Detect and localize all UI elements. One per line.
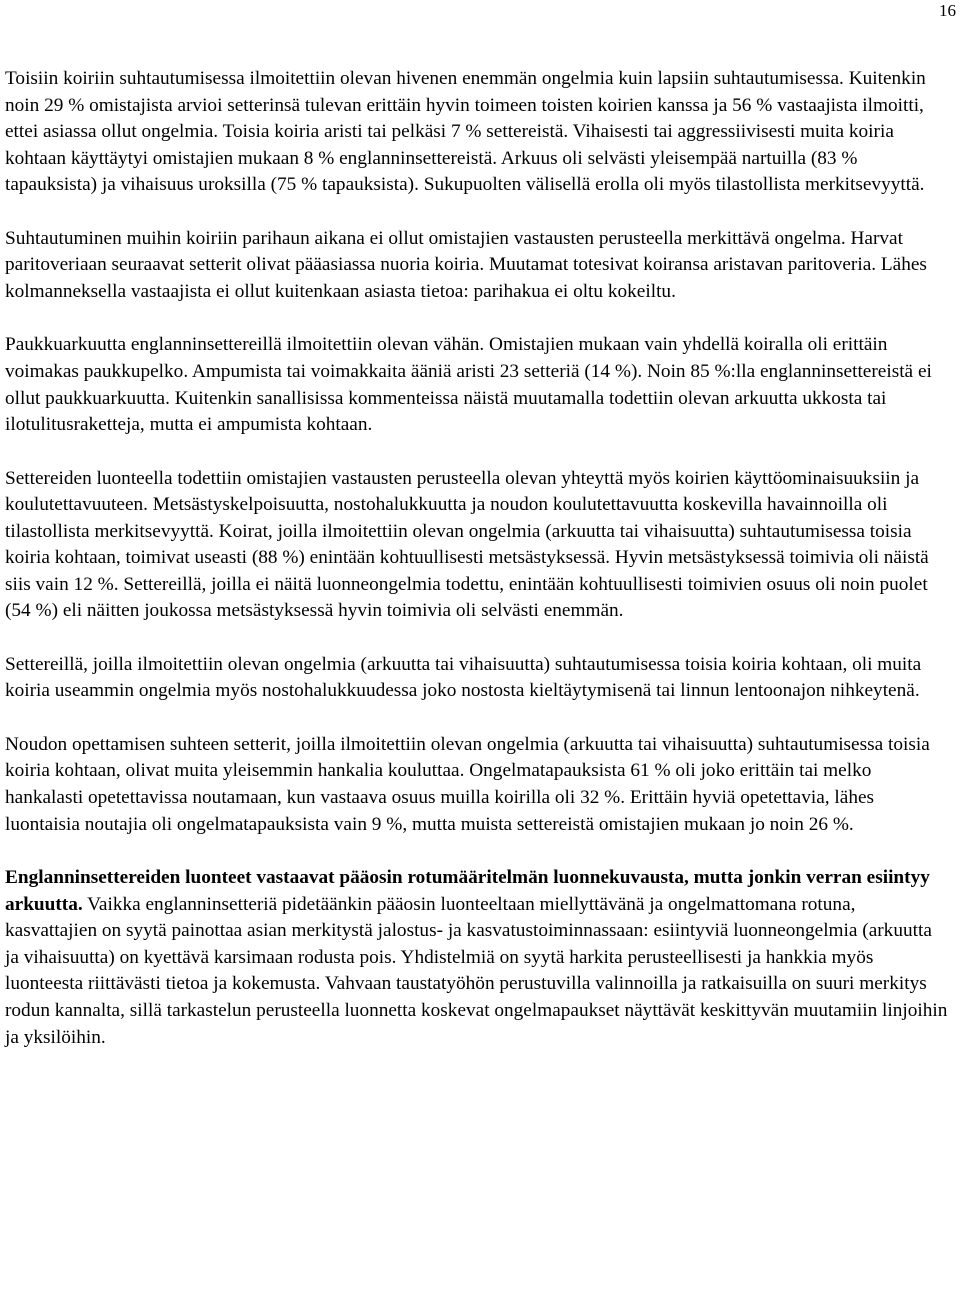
page-number: 16 bbox=[939, 1, 956, 20]
paragraph-flushing: Settereillä, joilla ilmoitettiin olevan ongelmia (arkuutta tai vihaisuutta) suhtautumisessa toisia koiria kohtaan, oli muita koiria useammin ongelmia myös nostohalukkuudessa joko nostosta kieltäytymisenä tai linnun lentoonajon nihkeytenä. bbox=[5, 653, 922, 702]
conclusion-lead: Englanninsettereiden luonteet vastaavat pääosin rotumääritelmän luonnekuvausta, mutta jonkin verran esiintyy arkuutta. bbox=[5, 867, 930, 915]
paragraph-hunting-ability: Settereiden luonteella todettiin omistajien vastausten perusteella olevan yhteyttä myös koirien käyttöominaisuuksiin ja koulutettavuuteen. Metsästyskelpoisuutta, nostohalukkuutta ja noudon koulutettavuutta koskevilla havainnoilla oli tilastollista merkitsevyyttä. Koirat, joilla ilmoitettiin olevan ongelmia (arkuutta tai vihaisuutta) suhtautumisessa toisia koiria kohtaan, toimivat useasti (88 %) enintään kohtuullisesti metsästyksessä. Hyvin metsästyksessä toimivia oli näistä siis vain 12 %. Settereillä, joilla ei näitä luonneongelmia todettu, enintään kohtuullisesti toimivien osuus oli noin puolet (54 %) eli näitten joukossa metsästyksessä hyvin toimivia oli selvästi enemmän. bbox=[5, 467, 929, 622]
paragraph-pair-hunting: Suhtautuminen muihin koiriin parihaun aikana ei ollut omistajien vastausten perusteella merkittävä ongelma. Harvat paritoveriaan seuraavat setterit olivat pääasiassa nuoria koiria. Muutamat totesivat koiransa aristavan paritoveria. Lähes kolmanneksella vastaajista ei ollut kuitenkaan asiasta tietoa: parihakua ei oltu kokeiltu. bbox=[5, 227, 927, 302]
paragraph-gun-shyness: Paukkuarkuutta englanninsettereillä ilmoitettiin olevan vähän. Omistajien mukaan vain yhdellä koiralla oli erittäin voimakas paukkupelko. Ampumista tai voimakkaita ääniä aristi 23 setteriä (14 %). Noin 85 %:lla englanninsettereistä ei ollut paukkuarkuutta. Kuitenkin sanallisissa kommenteissa näistä muutamalla todettiin olevan arkuutta ukkosta tai ilotulitusraketteja, mutta ei ampumista kohtaan. bbox=[5, 334, 932, 436]
paragraph-retrieving: Noudon opettamisen suhteen setterit, joilla ilmoitettiin olevan ongelmia (arkuutta tai vihaisuutta) suhtautumisessa toisia koiria kohtaan, olivat muita yleisemmin hankalia kouluttaa. Ongelmatapauksista 61 % oli joko erittäin tai melko hankalasti opetettavissa noutamaan, kun vastaava osuus muilla koirilla oli 32 %. Erittäin hyviä opetettavia, lähes luontaisia noutajia oli ongelmatapauksista vain 9 %, mutta muista settereistä omistajien mukaan jo noin 26 %. bbox=[5, 733, 930, 835]
paragraph-conclusion bbox=[5, 865, 949, 1051]
conclusion-text: Vaikka englanninsetteriä pidetäänkin pääosin luonteeltaan miellyttävänä ja ongelmattomana rotuna, kasvattajien on syytä painottaa asian merkitystä jalostus- ja kasvatustoiminnassaan: esiintyviä luonneongelmia (arkuutta ja vihaisuutta) on kyettävä karsimaan rodusta pois. Yhdistelmiä on syytä harkita perusteellisesti ja hankkia myös luonteesta riittävästi tietoa ja kokemusta. Vahvaan taustatyöhön perustuvilla valinnoilla ja ratkaisuilla on suuri merkitys rodun kannalta, sillä tarkastelun perusteella luonnetta koskevat ongelmapaukset näyttävät keskittyvän muutamiin linjoihin ja yksilöihin. bbox=[5, 893, 948, 1048]
document-body bbox=[5, 66, 949, 1051]
paragraph-dog-relations: Toisiin koiriin suhtautumisessa ilmoitettiin olevan hivenen enemmän ongelmia kuin lapsiin suhtautumisessa. Kuitenkin noin 29 % omistajista arvioi setterinsä tulevan erittäin hyvin toimeen toisten koirien kanssa ja 56 % vastaajista ilmoitti, ettei asiassa ollut ongelmia. Toisia koiria aristi tai pelkäsi 7 % settereistä. Vihaisesti tai aggressiivisesti muita koiria kohtaan käyttäytyi omistajien mukaan 8 % englanninsettereistä. Arkuus oli selvästi yleisempää nartuilla (83 % tapauksista) ja vihaisuus uroksilla (75 % tapauksista). Sukupuolten välisellä erolla oli myös tilastollista merkitsevyyttä. bbox=[5, 68, 926, 196]
